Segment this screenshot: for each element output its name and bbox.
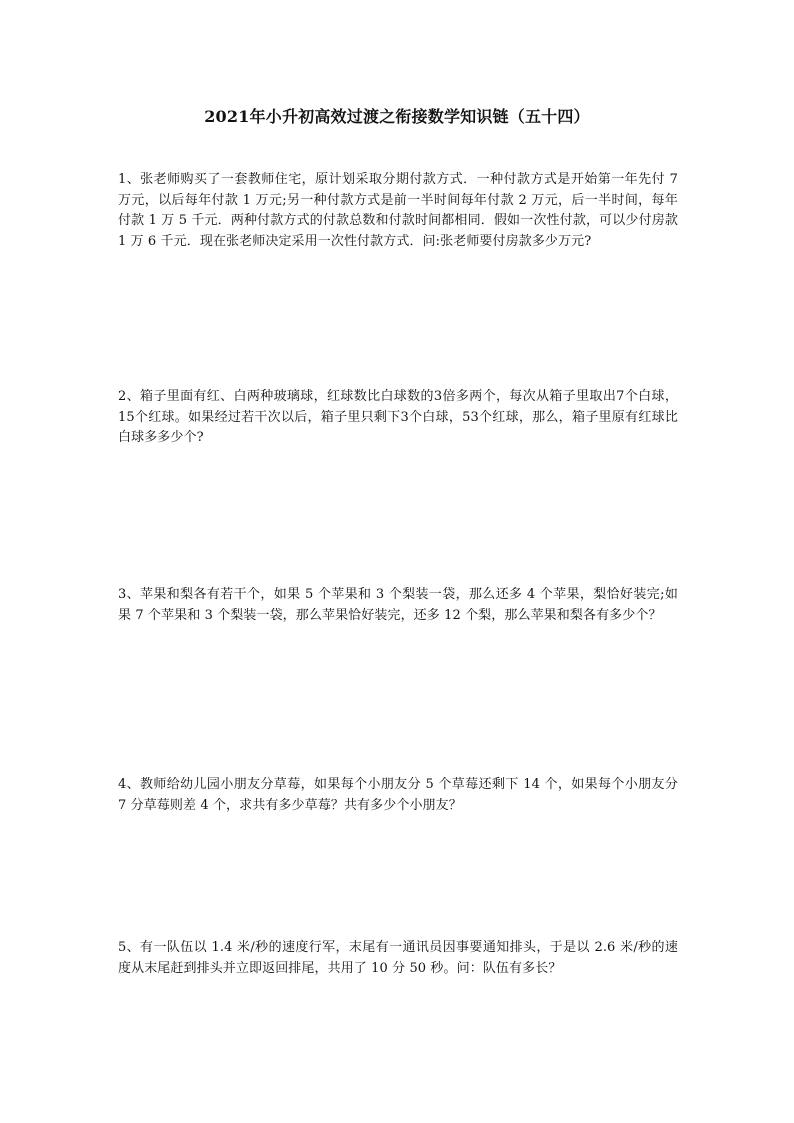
question-2: 2、箱子里面有红、白两种玻璃球，红球数比白球数的3倍多两个，每次从箱子里取出7个白球，15个红球。如果经过若干次以后，箱子里只剩下3个白球，53个红球，那么，箱子里原有红球比白球多多少个?	[118, 389, 678, 445]
question-1: 1、张老师购买了一套教师住宅，原计划采取分期付款方式．一种付款方式是开始第一年先付 7 万元，以后每年付款 1 万元;另一种付款方式是前一半时间每年付款 2 万元，后一半时间，每年付款 1 万 5 千元．两种付款方式的付款总数和付款时间都相同．假如一次性付款，可以少付房款 1 万 6 千元．现在张老师决定采用一次性付款方式．问:张老师要付房款多少万元?	[118, 172, 678, 249]
question-4: 4、教师给幼儿园小朋友分草莓，如果每个小朋友分 5 个草莓还剩下 14 个，如果每个小朋友分 7 分草莓则差 4 个，求共有多少草莓？共有多少个小朋友？	[118, 777, 678, 813]
page-title: 2021年小升初高效过渡之衔接数学知识链（五十四）	[204, 107, 590, 126]
question-5: 5、有一队伍以 1.4 米/秒的速度行军，末尾有一通讯员因事要通知排头，于是以 2.6 米/秒的速度从末尾赶到排头并立即返回排尾，共用了 10 分 50 秒。问：队伍有多长？	[118, 940, 678, 976]
question-3: 3、苹果和梨各有若干个，如果 5 个苹果和 3 个梨装一袋，那么还多 4 个苹果，梨恰好装完;如果 7 个苹果和 3 个梨装一袋，那么苹果恰好装完，还多 12 个梨，那么苹果和梨各有多少个？	[118, 587, 678, 623]
